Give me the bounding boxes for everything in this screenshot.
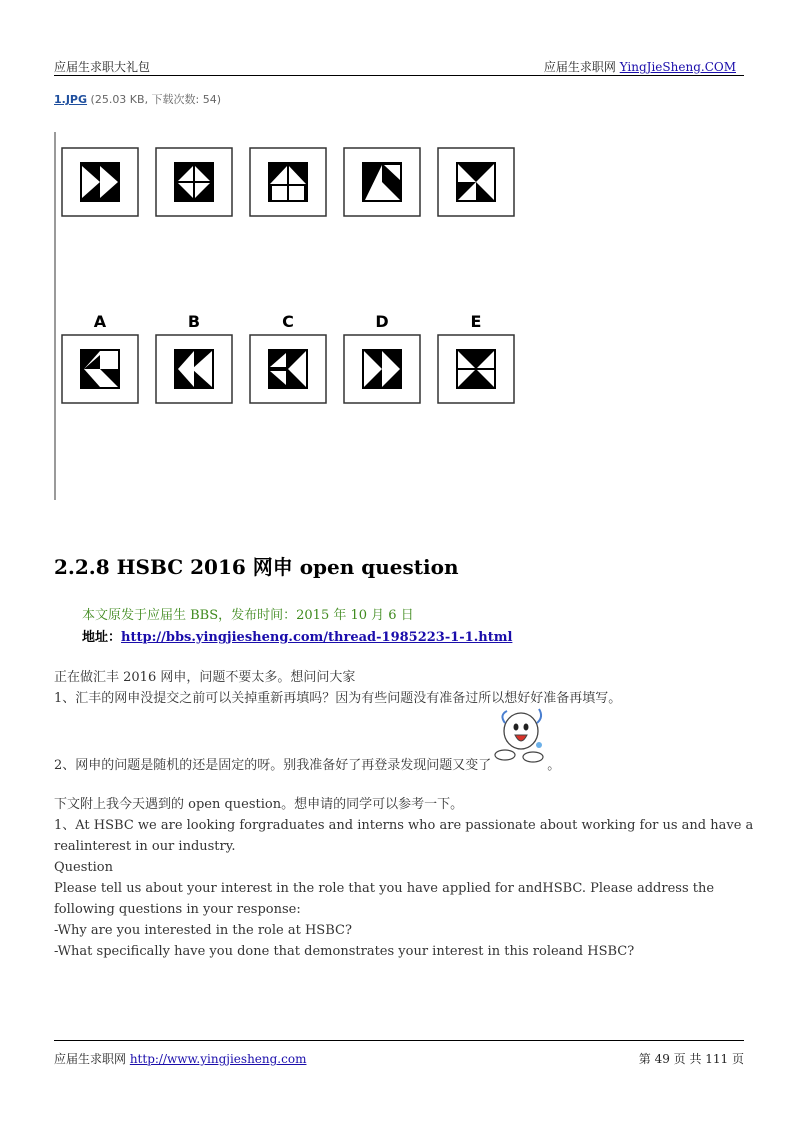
header-left: 应届生求职大礼包 bbox=[54, 60, 151, 74]
question-2-end: 。 bbox=[547, 758, 561, 773]
address-line bbox=[82, 626, 512, 645]
source-line: 本文原发于应届生 BBS，发布时间：2015 年 10 月 6 日 bbox=[82, 608, 414, 623]
address-label: 地址： bbox=[82, 630, 122, 645]
header-site-name: 应届生求职网 bbox=[543, 60, 620, 74]
header-right bbox=[544, 58, 736, 75]
sequence-figure-4 bbox=[344, 148, 420, 216]
sequence-figure-2 bbox=[156, 148, 232, 216]
share-text: 下文附上我今天遇到的 open question。想申请的同学可以参考一下。 bbox=[54, 797, 464, 812]
footer-site-link[interactable]: http://www.yingjiesheng.com bbox=[129, 1052, 307, 1066]
bullet-1: -Why are you interested in the role at HSBC? bbox=[54, 923, 352, 938]
intro-text: 正在做汇丰 2016 网申，问题不要太多。想问问大家 bbox=[54, 670, 356, 685]
question-1-text: 1、汇丰的网申没提交之前可以关掉重新再填吗？因为有些问题没有准备过所以想好好准备再填写。 bbox=[54, 691, 622, 706]
option-label-d: D bbox=[375, 312, 389, 331]
header-site-link[interactable]: YingJieSheng.COM bbox=[619, 60, 736, 74]
page-number: 第 49 页 共 111 页 bbox=[638, 1052, 744, 1066]
quote-bar bbox=[54, 132, 56, 500]
attachment-line bbox=[54, 91, 221, 107]
thread-link[interactable]: http://bbs.yingjiesheng.com/thread-1985223-1-1.html bbox=[121, 630, 513, 645]
puzzle-figure bbox=[60, 145, 530, 414]
puzzle-image bbox=[60, 145, 530, 410]
option-label-c: C bbox=[282, 312, 294, 331]
sequence-figure-5 bbox=[438, 148, 514, 216]
header-rule bbox=[54, 75, 744, 76]
item-1-text: 1、At HSBC we are looking forgraduates and interns who are passionate about working for us and have a realinterest in our industry. bbox=[54, 818, 754, 854]
bullet-2: -What specifically have you done that demonstrates your interest in this roleand HSBC? bbox=[54, 944, 635, 959]
footer-rule bbox=[54, 1040, 744, 1041]
question-2-text: 2、网申的问题是随机的还是固定的呀。别我准备好了再登录发现问题又变了 bbox=[54, 758, 492, 773]
attachment-link[interactable]: 1.JPG bbox=[54, 93, 88, 106]
sequence-figure-1 bbox=[62, 148, 138, 216]
footer-left bbox=[54, 1050, 306, 1067]
option-label-a: A bbox=[93, 312, 107, 331]
cartoon-emoticon-icon bbox=[491, 749, 547, 769]
option-figure-e bbox=[438, 335, 514, 403]
question-text: Please tell us about your interest in the role that you have applied for andHSBC. Please address the following questions in your response: bbox=[54, 881, 715, 917]
footer-site-name: 应届生求职网 bbox=[54, 1052, 130, 1066]
option-figure-a bbox=[62, 335, 138, 403]
question-2-line bbox=[54, 749, 754, 776]
option-figure-b bbox=[156, 335, 232, 403]
option-label-b: B bbox=[187, 312, 201, 331]
attachment-meta: (25.03 KB, 下载次数: 54) bbox=[87, 93, 222, 106]
option-figure-d bbox=[344, 335, 420, 403]
section-title: 2.2.8 HSBC 2016 网申 open question bbox=[54, 555, 459, 579]
option-label-e: E bbox=[470, 312, 482, 331]
question-label: Question bbox=[54, 860, 113, 875]
sequence-figure-3 bbox=[250, 148, 326, 216]
option-figure-c bbox=[250, 335, 326, 403]
